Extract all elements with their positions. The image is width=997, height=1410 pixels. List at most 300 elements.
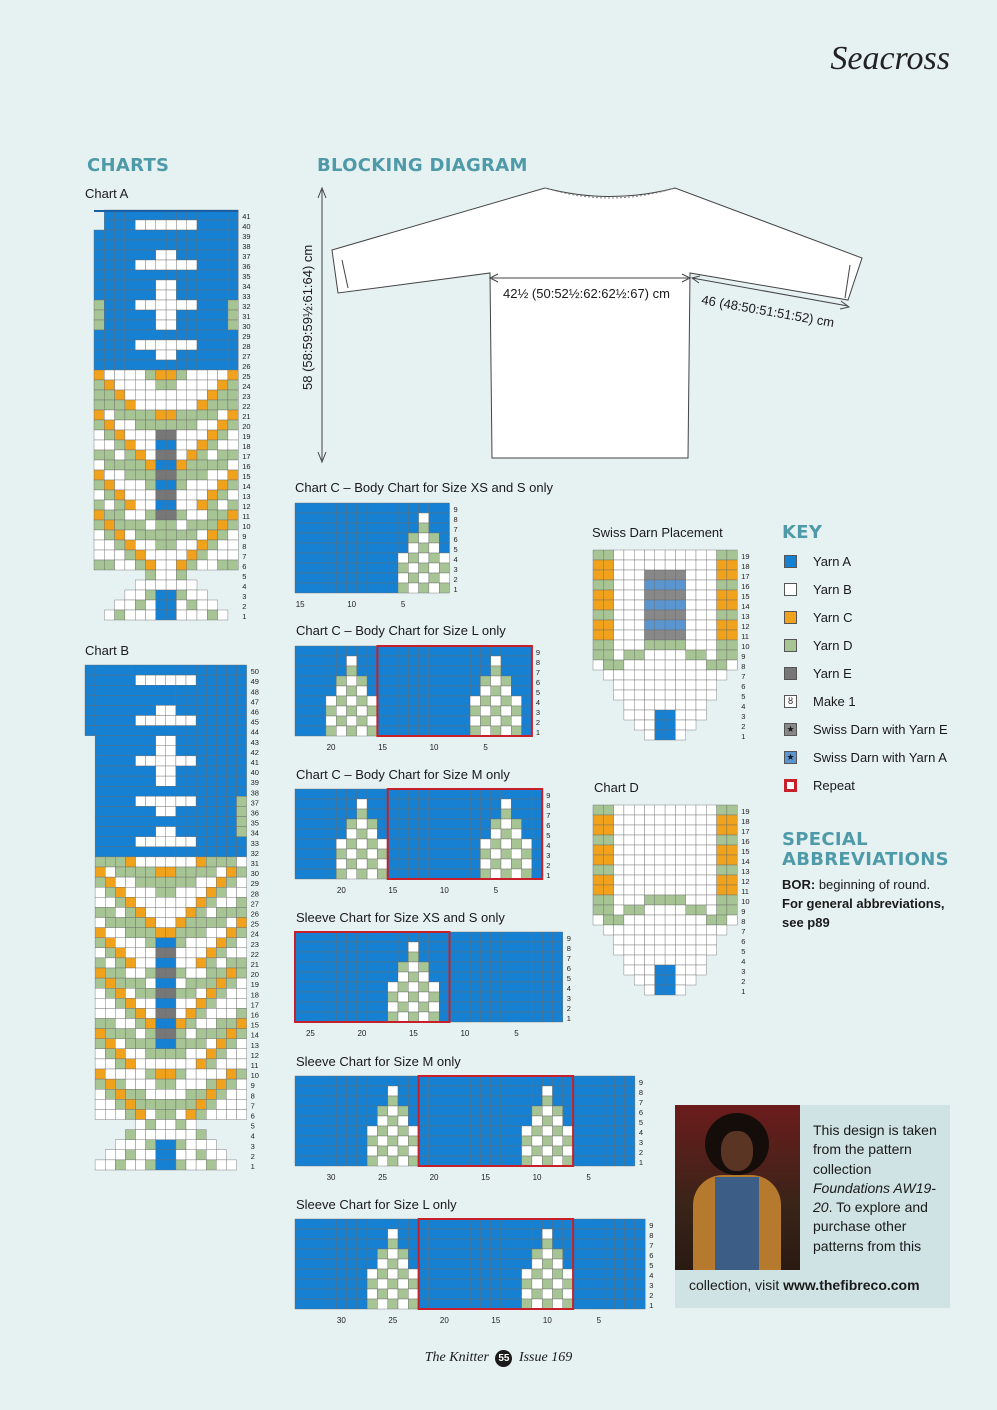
chart-c-l-label: Chart C – Body Chart for Size L only bbox=[296, 623, 506, 638]
column-number: 10 bbox=[439, 886, 449, 895]
chart-cell bbox=[115, 520, 125, 530]
key-item bbox=[784, 666, 852, 681]
chart-cell bbox=[419, 696, 429, 706]
chart-cell bbox=[593, 855, 603, 865]
row-number: 40 bbox=[250, 768, 259, 778]
chart-cell bbox=[115, 1140, 125, 1150]
chart-cell bbox=[408, 513, 418, 523]
row-number: 30 bbox=[250, 869, 259, 879]
chart-cell bbox=[665, 670, 675, 680]
chart-cell bbox=[206, 675, 216, 685]
chart-cell bbox=[357, 553, 367, 563]
chart-cell bbox=[316, 1229, 326, 1239]
chart-cell bbox=[696, 845, 706, 855]
chart-cell bbox=[532, 1136, 542, 1146]
chart-cell bbox=[104, 410, 114, 420]
chart-cell bbox=[696, 865, 706, 875]
chart-cell bbox=[377, 799, 387, 809]
chart-cell bbox=[228, 240, 238, 250]
chart-cell bbox=[357, 656, 367, 666]
chart-cell bbox=[316, 646, 326, 656]
chart-cell bbox=[146, 897, 156, 907]
chart-cell bbox=[634, 680, 644, 690]
chart-cell bbox=[295, 799, 305, 809]
chart-cell bbox=[176, 776, 186, 786]
row-number: 25 bbox=[250, 919, 259, 929]
chart-cell bbox=[450, 952, 460, 962]
chart-cell bbox=[305, 1126, 315, 1136]
chart-cell bbox=[115, 310, 125, 320]
chart-cell bbox=[95, 786, 105, 796]
chart-cell bbox=[696, 875, 706, 885]
chart-cell bbox=[603, 630, 613, 640]
chart-cell bbox=[156, 756, 166, 766]
chart-cell bbox=[125, 705, 135, 715]
chart-cell bbox=[295, 1229, 305, 1239]
chart-cell bbox=[706, 865, 716, 875]
chart-cell bbox=[419, 932, 429, 942]
chart-cell bbox=[696, 610, 706, 620]
chart-cell bbox=[226, 988, 236, 998]
chart-cell bbox=[367, 1299, 377, 1309]
chart-cell bbox=[186, 958, 196, 968]
chart-cell bbox=[207, 260, 217, 270]
chart-cell bbox=[706, 885, 716, 895]
chart-cell bbox=[228, 300, 238, 310]
chart-cell bbox=[295, 1269, 305, 1279]
chart-cell bbox=[218, 290, 228, 300]
chart-cell bbox=[336, 1136, 346, 1146]
chart-cell bbox=[522, 992, 532, 1002]
chart-cell bbox=[553, 1116, 563, 1126]
chart-cell bbox=[228, 540, 238, 550]
chart-cell bbox=[377, 563, 387, 573]
chart-cell bbox=[156, 1079, 166, 1089]
chart-cell bbox=[706, 925, 716, 935]
blocking-height-label: 58 (58:59:59½:61:64) cm bbox=[300, 244, 315, 390]
chart-cell bbox=[207, 220, 217, 230]
chart-cell bbox=[542, 1269, 552, 1279]
chart-cell bbox=[470, 859, 480, 869]
chart-cell bbox=[206, 786, 216, 796]
chart-cell bbox=[460, 1086, 470, 1096]
row-number: 38 bbox=[242, 242, 251, 251]
chart-cell bbox=[706, 590, 716, 600]
chart-cell bbox=[388, 543, 398, 553]
chart-cell bbox=[429, 706, 439, 716]
chart-cell bbox=[398, 1146, 408, 1156]
chart-cell bbox=[95, 1019, 105, 1029]
chart-cell bbox=[388, 1096, 398, 1106]
chart-cell bbox=[125, 610, 135, 620]
chart-cell bbox=[501, 646, 511, 656]
chart-cell bbox=[176, 1039, 186, 1049]
row-number: 19 bbox=[242, 432, 251, 441]
chart-cell bbox=[347, 523, 357, 533]
chart-cell bbox=[136, 1079, 146, 1089]
chart-cell bbox=[614, 1259, 624, 1269]
chart-cell bbox=[105, 918, 115, 928]
chart-cell bbox=[305, 583, 315, 593]
chart-cell bbox=[511, 869, 521, 879]
chart-cell bbox=[95, 1008, 105, 1018]
chart-cell bbox=[187, 490, 197, 500]
chart-cell bbox=[176, 240, 186, 250]
chart-cell bbox=[377, 706, 387, 716]
chart-cell bbox=[367, 696, 377, 706]
chart-cell bbox=[439, 819, 449, 829]
chart-cell bbox=[115, 1029, 125, 1039]
chart-cell bbox=[146, 675, 156, 685]
chart-cell bbox=[542, 1299, 552, 1309]
key-item bbox=[784, 638, 853, 653]
chart-cell bbox=[377, 1279, 387, 1289]
chart-cell bbox=[522, 869, 532, 879]
chart-cell bbox=[553, 1289, 563, 1299]
chart-cell bbox=[125, 540, 135, 550]
chart-cell bbox=[460, 819, 470, 829]
chart-cell bbox=[398, 962, 408, 972]
chart-cell bbox=[226, 857, 236, 867]
chart-cell bbox=[176, 806, 186, 816]
chart-cell bbox=[614, 905, 624, 915]
chart-cell bbox=[419, 962, 429, 972]
chart-cell bbox=[727, 895, 737, 905]
chart-cell bbox=[450, 1002, 460, 1012]
chart-cell bbox=[218, 490, 228, 500]
chart-cell bbox=[357, 1289, 367, 1299]
chart-cell bbox=[388, 716, 398, 726]
chart-cell bbox=[522, 1289, 532, 1299]
chart-cell bbox=[727, 865, 737, 875]
column-number: 15 bbox=[388, 886, 398, 895]
chart-cell bbox=[176, 500, 186, 510]
chart-cell bbox=[226, 938, 236, 948]
chart-cell bbox=[186, 1089, 196, 1099]
chart-cell bbox=[125, 665, 135, 675]
chart-cell bbox=[295, 1126, 305, 1136]
chart-cell bbox=[206, 897, 216, 907]
chart-cell bbox=[665, 660, 675, 670]
chart-cell bbox=[94, 330, 104, 340]
chart-cell bbox=[125, 998, 135, 1008]
chart-cell bbox=[491, 789, 501, 799]
chart-cell bbox=[593, 895, 603, 905]
chart-cell bbox=[326, 716, 336, 726]
chart-cell bbox=[665, 630, 675, 640]
chart-cell bbox=[388, 1219, 398, 1229]
chart-cell bbox=[727, 815, 737, 825]
chart-cell bbox=[450, 1096, 460, 1106]
chart-cell bbox=[94, 430, 104, 440]
chart-cell bbox=[367, 1259, 377, 1269]
chart-cell bbox=[696, 630, 706, 640]
chart-cell bbox=[186, 786, 196, 796]
row-number: 1 bbox=[250, 1162, 255, 1171]
chart-cell bbox=[95, 897, 105, 907]
chart-cell bbox=[491, 1239, 501, 1249]
row-number: 43 bbox=[250, 737, 259, 747]
chart-cell bbox=[460, 1269, 470, 1279]
key-item bbox=[784, 778, 855, 793]
chart-cell bbox=[125, 600, 135, 610]
chart-cell bbox=[305, 799, 315, 809]
chart-cell bbox=[377, 666, 387, 676]
chart-cell bbox=[388, 533, 398, 543]
chart-cell bbox=[665, 720, 675, 730]
chart-cell bbox=[176, 1089, 186, 1099]
chart-cell bbox=[146, 948, 156, 958]
chart-cell bbox=[196, 806, 206, 816]
chart-cell bbox=[408, 1299, 418, 1309]
chart-cell bbox=[470, 992, 480, 1002]
chart-cell bbox=[166, 360, 176, 370]
chart-cell bbox=[625, 1299, 635, 1309]
chart-cell bbox=[166, 300, 176, 310]
chart-cell bbox=[218, 280, 228, 290]
key-heading: KEY bbox=[782, 522, 823, 543]
chart-cell bbox=[186, 716, 196, 726]
chart-cell bbox=[367, 839, 377, 849]
chart-cell bbox=[491, 1002, 501, 1012]
chart-cell bbox=[501, 1002, 511, 1012]
chart-cell bbox=[326, 1259, 336, 1269]
chart-cell bbox=[439, 706, 449, 716]
row-number: 15 bbox=[741, 847, 750, 856]
chart-cell bbox=[166, 1109, 176, 1119]
chart-cell bbox=[95, 736, 105, 746]
chart-cell bbox=[696, 620, 706, 630]
chart-cell bbox=[146, 716, 156, 726]
chart-cell bbox=[450, 1076, 460, 1086]
chart-cell bbox=[166, 938, 176, 948]
chart-cell bbox=[187, 460, 197, 470]
chart-cell bbox=[166, 260, 176, 270]
chart-cell bbox=[624, 895, 634, 905]
chart-cell bbox=[237, 685, 247, 695]
chart-cell bbox=[357, 1299, 367, 1309]
chart-cell bbox=[450, 1156, 460, 1166]
chart-cell bbox=[218, 470, 228, 480]
chart-cell bbox=[665, 945, 675, 955]
chart-cell bbox=[156, 590, 166, 600]
chart-cell bbox=[115, 400, 125, 410]
chart-cell bbox=[625, 1136, 635, 1146]
chart-cell bbox=[206, 887, 216, 897]
chart-cell bbox=[717, 620, 727, 630]
chart-cell bbox=[450, 1126, 460, 1136]
chart-cell bbox=[186, 746, 196, 756]
chart-cell bbox=[501, 1269, 511, 1279]
chart-cell bbox=[398, 1086, 408, 1096]
chart-cell bbox=[295, 869, 305, 879]
chart-cell bbox=[125, 1008, 135, 1018]
chart-cell bbox=[419, 972, 429, 982]
chart-cell bbox=[624, 965, 634, 975]
chart-cell bbox=[166, 480, 176, 490]
chart-cell bbox=[511, 839, 521, 849]
chart-cell bbox=[388, 1269, 398, 1279]
chart-cell bbox=[460, 1259, 470, 1269]
chart-cell bbox=[187, 270, 197, 280]
chart-cell bbox=[104, 220, 114, 230]
key-label: Yarn B bbox=[813, 582, 852, 597]
chart-cell bbox=[419, 1156, 429, 1166]
chart-cell bbox=[326, 799, 336, 809]
chart-cell bbox=[226, 776, 236, 786]
chart-cell bbox=[115, 776, 125, 786]
chart-cell bbox=[388, 869, 398, 879]
chart-cell bbox=[675, 815, 685, 825]
chart-cell bbox=[583, 1136, 593, 1146]
chart-cell bbox=[197, 410, 207, 420]
chart-cell bbox=[603, 610, 613, 620]
chart-cell bbox=[470, 706, 480, 716]
chart-cell bbox=[491, 686, 501, 696]
chart-cell bbox=[491, 1219, 501, 1229]
swiss-darn-label: Swiss Darn Placement bbox=[592, 525, 723, 540]
chart-cell bbox=[115, 665, 125, 675]
chart-cell bbox=[125, 988, 135, 998]
chart-cell bbox=[553, 1156, 563, 1166]
chart-cell bbox=[316, 1249, 326, 1259]
chart-cell bbox=[532, 799, 542, 809]
chart-cell bbox=[603, 895, 613, 905]
chart-cell bbox=[197, 220, 207, 230]
chart-cell bbox=[156, 350, 166, 360]
chart-cell bbox=[125, 776, 135, 786]
chart-cell bbox=[511, 992, 521, 1002]
chart-cell bbox=[624, 690, 634, 700]
chart-cell bbox=[156, 968, 166, 978]
website-link[interactable]: www.thefibreco.com bbox=[783, 1277, 920, 1293]
chart-cell bbox=[176, 1150, 186, 1160]
chart-cell bbox=[563, 1126, 573, 1136]
chart-cell bbox=[156, 1150, 166, 1160]
chart-cell bbox=[125, 1039, 135, 1049]
chart-cell bbox=[450, 982, 460, 992]
chart-cell bbox=[237, 705, 247, 715]
chart-cell bbox=[604, 1219, 614, 1229]
chart-cell bbox=[125, 968, 135, 978]
chart-cell bbox=[511, 829, 521, 839]
chart-cell bbox=[717, 630, 727, 640]
chart-cell bbox=[115, 857, 125, 867]
chart-cell bbox=[197, 440, 207, 450]
chart-cell bbox=[655, 935, 665, 945]
chart-cell bbox=[115, 756, 125, 766]
chart-cell bbox=[563, 1289, 573, 1299]
chart-cell bbox=[305, 563, 315, 573]
chart-cell bbox=[655, 955, 665, 965]
chart-cell bbox=[408, 686, 418, 696]
row-number: 11 bbox=[741, 887, 749, 896]
chart-cell bbox=[326, 809, 336, 819]
chart-cell bbox=[347, 1279, 357, 1289]
row-number: 2 bbox=[242, 602, 247, 611]
chart-cell bbox=[429, 1106, 439, 1116]
chart-cell bbox=[156, 460, 166, 470]
chart-cell bbox=[377, 686, 387, 696]
chart-cell bbox=[553, 1096, 563, 1106]
chart-cell bbox=[115, 360, 125, 370]
row-number: 19 bbox=[250, 980, 259, 990]
chart-cell bbox=[197, 380, 207, 390]
chart-cell bbox=[156, 450, 166, 460]
chart-cell bbox=[388, 1126, 398, 1136]
chart-cell bbox=[367, 726, 377, 736]
chart-cell bbox=[357, 1249, 367, 1259]
chart-cell bbox=[614, 1096, 624, 1106]
chart-cell bbox=[326, 696, 336, 706]
chart-cell bbox=[166, 1150, 176, 1160]
chart-cell bbox=[218, 520, 228, 530]
chart-cell bbox=[176, 1029, 186, 1039]
chart-cell bbox=[460, 1299, 470, 1309]
chart-cell bbox=[491, 849, 501, 859]
chart-cell bbox=[316, 859, 326, 869]
chart-cell bbox=[316, 789, 326, 799]
chart-cell bbox=[367, 1269, 377, 1279]
chart-cell bbox=[645, 925, 655, 935]
chart-cell bbox=[511, 686, 521, 696]
chart-cell bbox=[553, 1249, 563, 1259]
chart-cell bbox=[398, 1126, 408, 1136]
chart-cell bbox=[295, 1259, 305, 1269]
chart-cell bbox=[624, 875, 634, 885]
chart-cell bbox=[686, 660, 696, 670]
chart-cell bbox=[295, 656, 305, 666]
chart-cell bbox=[156, 716, 166, 726]
chart-cell bbox=[388, 1116, 398, 1126]
chart-cell bbox=[645, 700, 655, 710]
chart-cell bbox=[216, 695, 226, 705]
chart-cell bbox=[295, 829, 305, 839]
row-number: 39 bbox=[250, 778, 259, 788]
chart-cell bbox=[187, 540, 197, 550]
chart-cell bbox=[176, 918, 186, 928]
chart-cell bbox=[429, 726, 439, 736]
chart-cell bbox=[237, 867, 247, 877]
chart-cell bbox=[125, 560, 135, 570]
chart-cell bbox=[614, 1219, 624, 1229]
chart-cell bbox=[439, 646, 449, 656]
row-number: 3 bbox=[242, 592, 247, 601]
chart-cell bbox=[176, 1069, 186, 1079]
chart-cell bbox=[367, 1229, 377, 1239]
chart-cell bbox=[316, 1076, 326, 1086]
issue-number: Issue 169 bbox=[518, 1350, 573, 1365]
chart-cell bbox=[675, 935, 685, 945]
chart-cell bbox=[439, 962, 449, 972]
chart-cell bbox=[218, 300, 228, 310]
chart-cell bbox=[686, 710, 696, 720]
chart-cell bbox=[532, 952, 542, 962]
chart-cell bbox=[429, 829, 439, 839]
chart-cell bbox=[95, 857, 105, 867]
chart-cell bbox=[125, 1019, 135, 1029]
chart-cell bbox=[429, 962, 439, 972]
chart-cell bbox=[156, 1008, 166, 1018]
chart-cell bbox=[237, 827, 247, 837]
chart-cell bbox=[218, 330, 228, 340]
chart-cell bbox=[176, 1160, 186, 1170]
chart-cell bbox=[357, 1106, 367, 1116]
chart-cell bbox=[105, 988, 115, 998]
chart-cell bbox=[237, 978, 247, 988]
chart-cell bbox=[166, 907, 176, 917]
chart-cell bbox=[522, 1219, 532, 1229]
